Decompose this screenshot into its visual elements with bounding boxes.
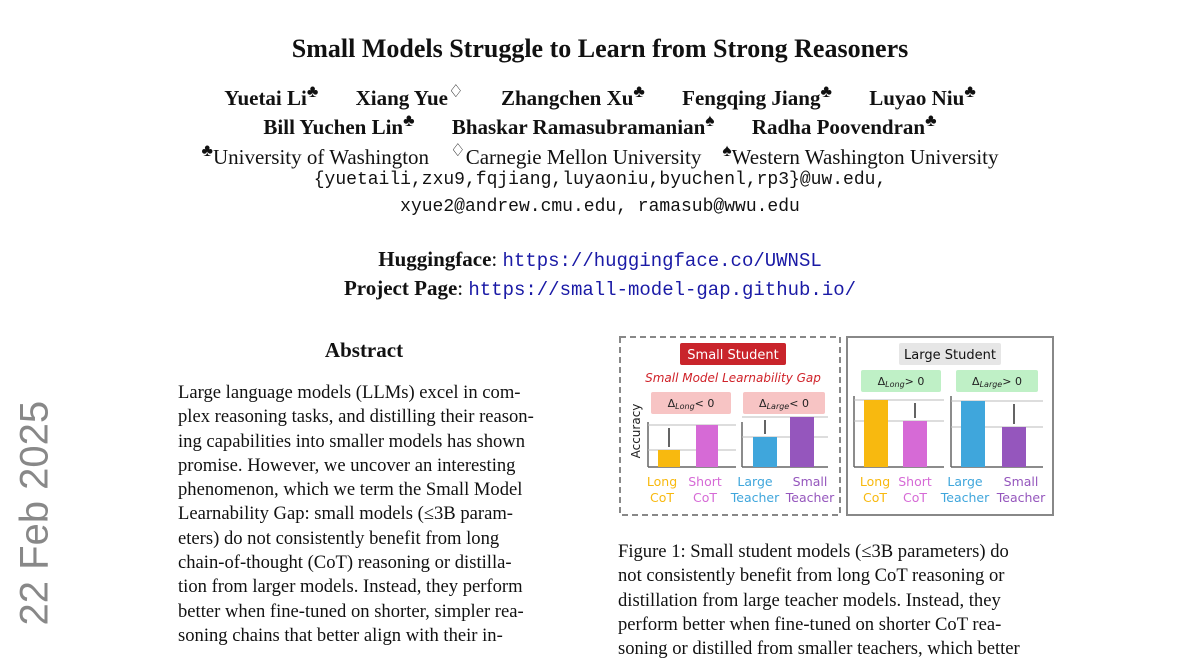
cat-label: Small <box>792 474 828 489</box>
author: Xiang Yue♢ <box>355 81 464 110</box>
learnability-gap-label: Small Model Learnability Gap <box>645 371 821 385</box>
abstract-line: chain-of-thought (CoT) reasoning or distilla- <box>178 552 512 574</box>
large-student-title: Large Student <box>904 348 996 363</box>
abstract-line: eters) do not consistently benefit from long <box>178 527 500 549</box>
cat-label: Long <box>859 474 891 489</box>
author: Radha Poovendran♣ <box>751 110 937 139</box>
cat-label: Small <box>1003 474 1039 489</box>
cat-label: Teacher <box>730 490 780 505</box>
delta-large-neg-label: ΔLarge< 0 <box>759 397 809 411</box>
author-line-2 <box>0 110 1200 140</box>
project-page-line: Project Page: https://small-model-gap.github.io/ <box>343 276 857 301</box>
abstract-line: better when fine-tuned on shorter, simpler rea- <box>178 600 524 622</box>
cat-label: CoT <box>862 490 888 505</box>
abstract-body <box>178 381 550 648</box>
figure-caption <box>618 540 1058 661</box>
arxiv-date: 22 Feb 2025 <box>12 400 57 626</box>
delta-large-pos-label: ΔLarge> 0 <box>972 375 1022 389</box>
small-student-title: Small Student <box>687 348 779 363</box>
cat-label: Short <box>688 474 722 489</box>
bar-large-teacher <box>961 401 985 467</box>
cat-label: CoT <box>902 490 928 505</box>
author: Fengqing Jiang♣ <box>682 81 832 110</box>
author: Yuetai Li♣ <box>224 81 319 110</box>
abstract-line: promise. However, we uncover an interesting <box>178 454 516 476</box>
bar-small-teacher <box>1002 427 1026 467</box>
abstract-line: plex reasoning tasks, and distilling their reason- <box>178 406 534 428</box>
author: Bhaskar Ramasubramanian♠ <box>451 110 715 139</box>
project-page-link[interactable]: https://small-model-gap.github.io/ <box>468 279 857 301</box>
cat-label: Long <box>646 474 678 489</box>
abstract-line: soning chains that better align with their in- <box>178 624 503 646</box>
caption-line: distillation from large teacher models. Instead, they <box>618 589 1001 611</box>
paper-title: Small Models Struggle to Learn from Strong Reasoners <box>291 34 909 63</box>
cat-label: Teacher <box>996 490 1046 505</box>
author: Bill Yuchen Lin♣ <box>263 110 415 139</box>
abstract-heading: Abstract <box>324 338 404 362</box>
author: Luyao Niu♣ <box>869 81 976 110</box>
bar-long-cot <box>658 450 680 467</box>
cat-label: Teacher <box>785 490 835 505</box>
cat-label: CoT <box>692 490 718 505</box>
caption-line: perform better when fine-tuned on shorter CoT rea- <box>618 613 1002 635</box>
abstract-line: phenomenon, which we term the Small Model <box>178 479 523 501</box>
huggingface-link[interactable]: https://huggingface.co/UWNSL <box>502 250 822 272</box>
abstract-line: tion from larger models. Instead, they perform <box>178 576 523 598</box>
y-axis-label: Accuracy <box>629 403 643 459</box>
author: Zhangchen Xu♣ <box>500 81 645 110</box>
delta-long-pos-label: ΔLong> 0 <box>877 375 925 389</box>
bar-long-cot <box>864 400 888 467</box>
author-line-1 <box>0 81 1200 111</box>
emails-line-1: {yuetaili,zxu9,fqjiang,luyaoniu,byuchenl,rp3}@uw.edu, <box>313 170 887 190</box>
affiliations: ♣University of Washington ♢Carnegie Mellon University ♠Western Washington University <box>201 140 999 169</box>
emails-line-2: xyue2@andrew.cmu.edu, ramasub@wwu.edu <box>400 197 800 217</box>
bar-large-teacher <box>753 437 777 467</box>
cat-label: Short <box>898 474 932 489</box>
abstract-line: Learnability Gap: small models (≤3B param- <box>178 503 513 525</box>
delta-long-neg-label: ΔLong< 0 <box>667 397 715 411</box>
cat-label: CoT <box>649 490 675 505</box>
bar-small-teacher <box>790 417 814 467</box>
abstract-line: Large language models (LLMs) excel in com- <box>178 382 521 403</box>
bar-short-cot <box>903 421 927 467</box>
caption-line: Figure 1: Small student models (≤3B parameters) do <box>618 541 1009 562</box>
cat-label: Teacher <box>940 490 990 505</box>
caption-line: not consistently benefit from long CoT reasoning or <box>618 565 1005 587</box>
cat-label: Large <box>947 474 983 489</box>
figure-1 <box>618 334 1058 520</box>
cat-label: Large <box>737 474 773 489</box>
abstract-line: ing capabilities into smaller models has shown <box>178 430 526 452</box>
bar-short-cot <box>696 425 718 467</box>
huggingface-line: Huggingface: https://huggingface.co/UWNSL <box>378 247 822 272</box>
caption-line: soning or distilled from smaller teachers, which better <box>618 638 1020 660</box>
